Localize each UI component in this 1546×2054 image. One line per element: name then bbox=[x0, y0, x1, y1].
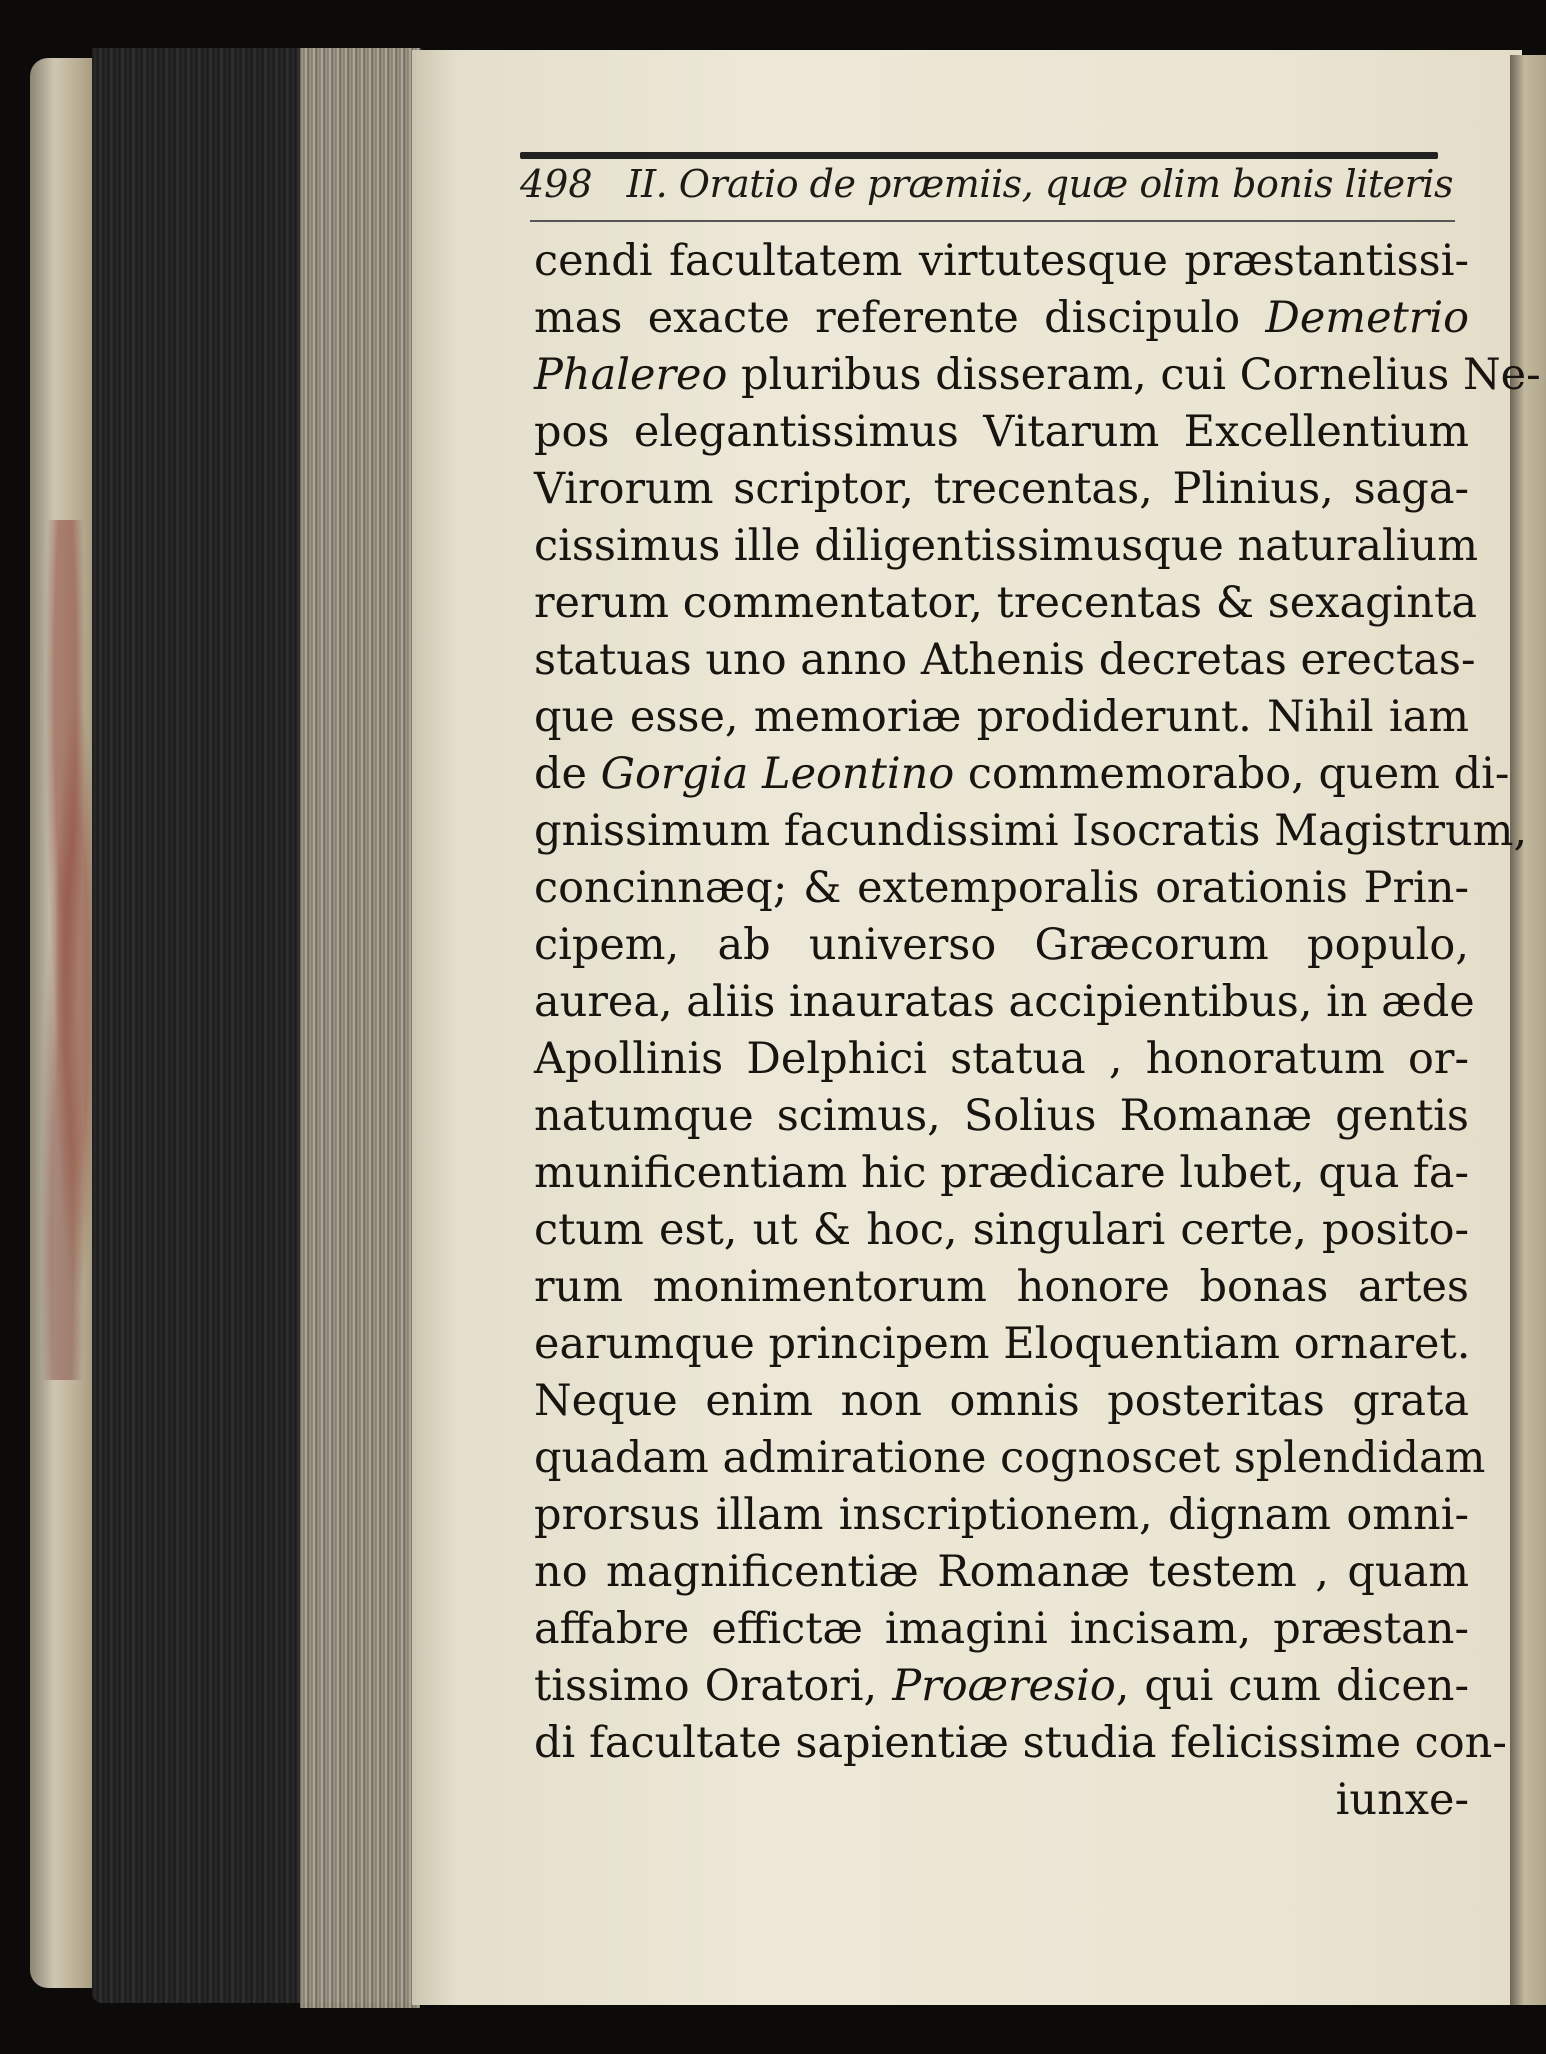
text-line bbox=[534, 1544, 1469, 1601]
line-text: munificentiam hic prædicare lubet, qua fa- bbox=[534, 1148, 1469, 1198]
line-text: tissimo Oratori, bbox=[534, 1661, 893, 1711]
line-text: cendi facultatem virtutesque præstantissi- bbox=[534, 236, 1469, 286]
text-line bbox=[534, 860, 1469, 917]
line-text: no magnificentiæ Romanæ testem , quam bbox=[534, 1547, 1469, 1597]
line-text: di facultate sapientiæ studia felicissime con- bbox=[534, 1718, 1507, 1768]
italic-name: Proæresio bbox=[892, 1661, 1116, 1711]
line-text: commemorabo, quem di- bbox=[954, 749, 1510, 799]
text-line bbox=[534, 518, 1479, 575]
page-leaves-edge bbox=[300, 48, 420, 2008]
italic-name: Demetrio bbox=[1265, 293, 1469, 343]
line-text: statuas uno anno Athenis decretas erectas- bbox=[534, 635, 1476, 685]
line-text: rerum commentator, trecentas & sexaginta bbox=[534, 578, 1477, 628]
page-number: 498 bbox=[520, 162, 593, 206]
line-text: Apollinis Delphici statua , honoratum or- bbox=[534, 1034, 1469, 1084]
line-text: mas exacte referente discipulo bbox=[534, 293, 1266, 343]
italic-name: Gorgia Leontino bbox=[600, 749, 955, 799]
text-line bbox=[534, 974, 1475, 1031]
text-line bbox=[534, 290, 1469, 347]
text-line bbox=[534, 689, 1469, 746]
text-line bbox=[534, 1487, 1469, 1544]
header-rule bbox=[520, 152, 1438, 159]
text-line bbox=[534, 1373, 1469, 1430]
line-text: cipem, ab universo Græcorum populo, bbox=[534, 920, 1469, 970]
line-text: , qui cum dicen- bbox=[1115, 1661, 1469, 1711]
text-line bbox=[534, 803, 1528, 860]
line-text: pluribus disseram, cui Cornelius Ne- bbox=[727, 350, 1541, 400]
line-text: quadam admiratione cognoscet splendidam bbox=[534, 1433, 1486, 1483]
text-line bbox=[534, 746, 1510, 803]
text-line bbox=[534, 233, 1469, 290]
line-text: cissimus ille diligentissimusque naturalium bbox=[534, 521, 1479, 571]
body-text bbox=[534, 233, 1541, 1829]
line-text: ctum est, ut & hoc, singulari certe, posito- bbox=[534, 1205, 1469, 1255]
text-line bbox=[534, 1202, 1469, 1259]
text-line bbox=[534, 347, 1541, 404]
line-text: Virorum scriptor, trecentas, Plinius, saga- bbox=[534, 464, 1469, 514]
line-text: de bbox=[534, 749, 601, 799]
line-text: affabre effictæ imagini incisam, præstan- bbox=[534, 1604, 1469, 1654]
running-header bbox=[520, 162, 1453, 222]
line-text: pos elegantissimus Vitarum Excellentium bbox=[534, 407, 1469, 457]
italic-name: Phalereo bbox=[534, 350, 728, 400]
line-text: prorsus illam inscriptionem, dignam omni- bbox=[534, 1490, 1469, 1540]
text-line bbox=[534, 1088, 1469, 1145]
line-text: rum monimentorum honore bonas artes bbox=[534, 1262, 1469, 1312]
line-text: que esse, memoriæ prodiderunt. Nihil iam bbox=[534, 692, 1469, 742]
text-line bbox=[534, 1430, 1486, 1487]
text-line bbox=[534, 461, 1469, 518]
text-line bbox=[534, 404, 1469, 461]
text-line bbox=[534, 632, 1476, 689]
header-underline bbox=[530, 220, 1455, 222]
text-line bbox=[534, 1259, 1469, 1316]
line-text: aurea, aliis inauratas accipientibus, in æde bbox=[534, 977, 1475, 1027]
line-text: earumque principem Eloquentiam ornaret. bbox=[534, 1319, 1471, 1369]
facing-page-edge bbox=[1510, 55, 1546, 2005]
line-text: gnissimum facundissimi Isocratis Magistrum, bbox=[534, 806, 1528, 856]
line-text: concinnæq; & extemporalis orationis Prin- bbox=[534, 863, 1469, 913]
text-line bbox=[534, 1031, 1469, 1088]
text-line bbox=[534, 1145, 1469, 1202]
text-line bbox=[534, 1316, 1469, 1373]
text-line bbox=[534, 1715, 1507, 1772]
text-line bbox=[534, 1601, 1469, 1658]
running-title: II. Oratio de præmiis, quæ olim bonis literis bbox=[626, 162, 1453, 206]
catchword: iunxe- bbox=[1335, 1775, 1469, 1825]
text-line bbox=[534, 1658, 1469, 1715]
text-line bbox=[534, 575, 1477, 632]
text-line bbox=[534, 917, 1469, 974]
line-text: natumque scimus, Solius Romanæ gentis bbox=[534, 1091, 1469, 1141]
line-text: Neque enim non omnis posteritas grata bbox=[534, 1376, 1469, 1426]
